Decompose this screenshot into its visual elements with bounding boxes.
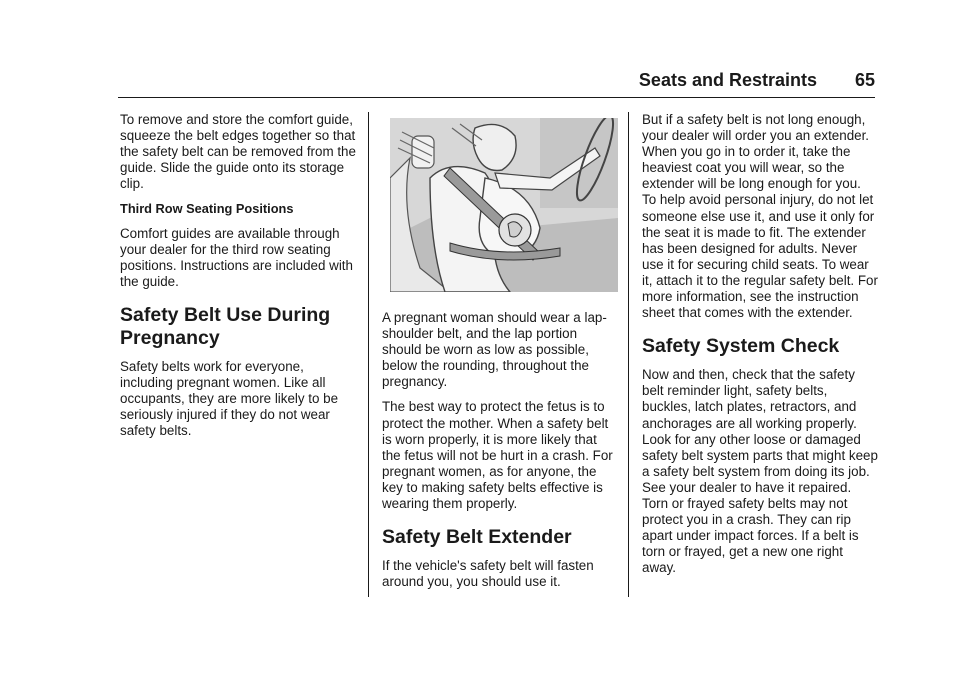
page-number: 65 — [854, 70, 875, 90]
paragraph-third-row-guides: Comfort guides are available through your dealer for the third row seating positions. Instructions are included with the guide. — [120, 225, 353, 289]
column-right — [642, 112, 878, 585]
section-title: Seats and Restraints — [638, 70, 817, 90]
heading-belt-extender: Safety Belt Extender — [382, 526, 572, 549]
header-rule — [118, 97, 875, 98]
paragraph-extender-intro: If the vehicle's safety belt will fasten around you, you should use it. — [382, 558, 594, 590]
column-divider-2 — [628, 112, 629, 597]
column-divider-1 — [368, 112, 369, 597]
paragraph-pregnancy-intro: Safety belts work for everyone, including pregnant women. Like all occupants, they are more likely to be seriously injured if they do not wear safety belts. — [120, 358, 339, 439]
paragraph-lap-shoulder-belt: A pregnant woman should wear a lap-shoulder belt, and the lap portion should be worn as low as possible, below the rounding, throughout the pregnancy. — [382, 310, 607, 390]
paragraph-protect-fetus: The best way to protect the fetus is to protect the mother. When a safety belt is worn properly, it is more likely that the fetus will not be hurt in a crash. For pregnant women, as for anyone, the key to making safety belts effective is wearing them properly. — [382, 399, 613, 512]
heading-pregnancy: Safety Belt Use During Pregnancy — [120, 303, 331, 349]
page-header — [118, 70, 875, 100]
column-left — [120, 112, 356, 448]
paragraph-extender-details: But if a safety belt is not long enough, your dealer will order you an extender. When you go in to order it, take the heaviest coat you will wear, so the extender will be long enough for you. To help avoid personal injury, do not let someone else use it, and use it only for the seat it is made to fit. The extender has been designed for adults. Never use it for securing child seats. To wear it, attach it to the regular safety belt. For more information, see the instruction sheet that comes with the extender. — [642, 112, 878, 321]
pregnant-woman-belt-illustration — [390, 118, 618, 292]
paragraph-comfort-guide-storage: To remove and store the comfort guide, squeeze the belt edges together so that the safety belt can be removed from the guide. Slide the guide onto its storage clip. — [120, 112, 356, 192]
paragraph-system-check: Now and then, check that the safety belt reminder light, safety belts, buckles, latch plates, retractors, and anchorages are all working properly. Look for any other loose or damaged safety belt system parts that might keep a safety belt system from doing its job. See your dealer to have it repaired. Torn or frayed safety belts may not protect you in a crash. They can rip apart under impact forces. If a belt is torn or frayed, get a new one right away. — [642, 367, 878, 576]
subheading-third-row: Third Row Seating Positions — [120, 201, 294, 217]
column-middle — [382, 112, 618, 599]
heading-safety-system-check: Safety System Check — [642, 335, 840, 358]
